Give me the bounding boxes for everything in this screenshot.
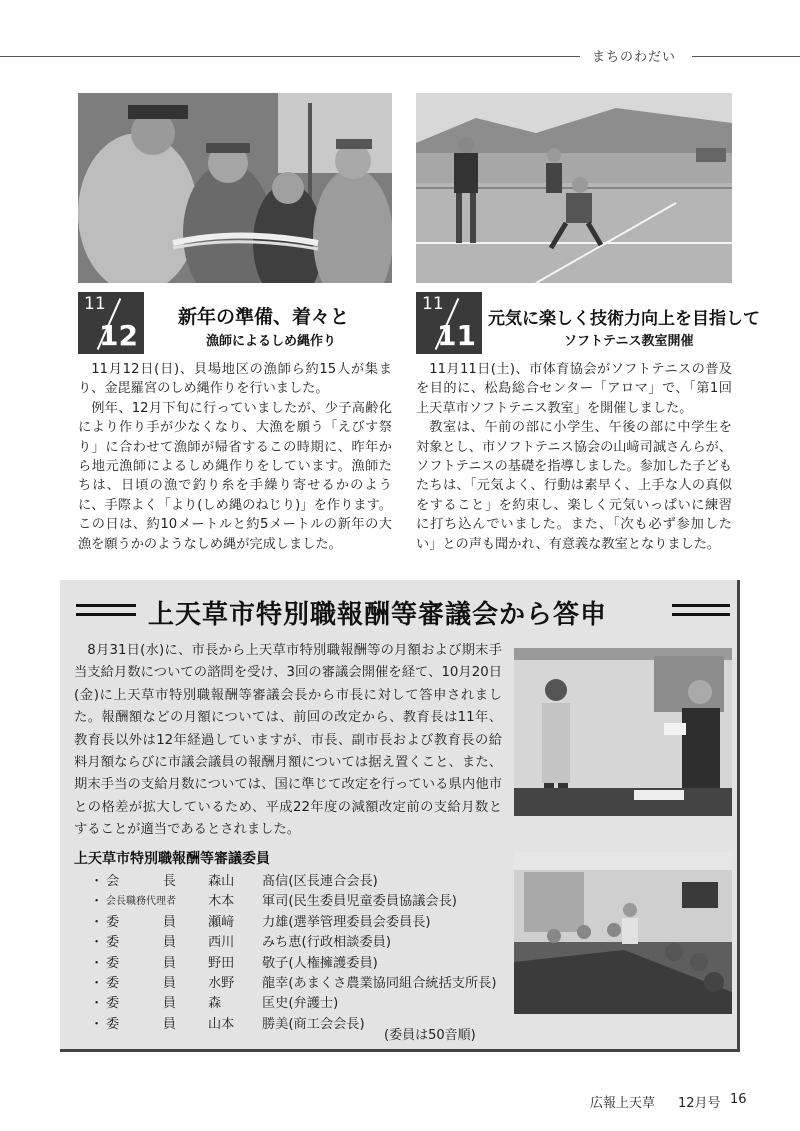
member-surname: 西川 [208, 935, 235, 951]
council-title: 上天草市特別職報酬等審議会から答申 [148, 600, 608, 630]
article-title-tennis: 元気に楽しく技術力向上を目指して [488, 309, 760, 329]
date-badge-1111 [416, 292, 482, 354]
date-badge-1112 [78, 292, 144, 354]
article-body-tennis [416, 360, 732, 554]
article-paragraph: 11月12日(日)、貝場地区の漁師ら約15人が集まり、金毘羅宮のしめ縄作りを行いました。 [78, 362, 392, 397]
member-given-affiliation: 龍幸(あまくさ農業協同組合統括支所長) [262, 975, 497, 991]
bullet: ・ [90, 935, 104, 951]
footer-page-number: 16 [730, 1092, 747, 1107]
member-surname: 瀬﨑 [208, 914, 235, 930]
article-paragraph: 例年、12月下旬に行っていましたが、少子高齢化により作り手が少なくなり、大漁を願う「えびす祭り」に合わせて漁師が帰省するこの時期に、昨年から地元漁師によるしめ縄作りをしています。漁師たちは、日頃の漁で釣り糸を手繰り寄せるかのように、手際よく「より(しめ縄のねじり)」を作ります。この日は、約10メートルと約5メートルの新年の大漁を願うかのようなしめ縄が完成しました。 [78, 400, 392, 552]
bullet: ・ [90, 914, 104, 930]
member-surname: 森山 [208, 874, 235, 889]
title-decoration-right-bottom [672, 613, 730, 616]
article-subtitle-rope: 漁師によるしめ縄作り [206, 334, 337, 349]
photo-report-handover [514, 648, 732, 816]
date-day: 12 [99, 319, 138, 352]
article-body-rope [78, 360, 392, 554]
bullet: ・ [90, 874, 104, 889]
bullet: ・ [90, 1016, 104, 1032]
member-row [90, 870, 510, 890]
header-rule-right [692, 56, 800, 57]
header-rule-left [0, 56, 580, 57]
member-given-affiliation: 力雄(選挙管理委員会委員長) [262, 914, 431, 930]
member-given-affiliation: 勝美(商工会会長) [262, 1016, 365, 1032]
members-note: (委員は50音順) [384, 1028, 476, 1043]
member-surname: 水野 [208, 975, 235, 991]
bullet: ・ [90, 955, 104, 971]
article-subtitle-tennis: ソフトテニス教室開催 [564, 334, 694, 349]
date-month: 11 [422, 294, 444, 314]
photo-rope-making [78, 93, 392, 283]
member-surname: 木本 [208, 894, 235, 910]
footer-issue: 12月号 [678, 1096, 721, 1111]
member-role: 委員 [106, 955, 176, 971]
member-given-affiliation: みち恵(行政相談委員) [262, 935, 391, 951]
member-surname: 森 [208, 996, 222, 1012]
date-month: 11 [84, 294, 106, 314]
member-role: 委員 [106, 996, 176, 1012]
section-label: まちのわだい [592, 50, 677, 65]
member-surname: 野田 [208, 955, 235, 971]
member-row [90, 931, 510, 951]
member-row [90, 890, 510, 910]
member-row [90, 972, 510, 992]
council-paragraph: 8月31日(水)に、市長から上天草市特別職報酬等の月額および期末手当支給月数についての諮問を受け、3回の審議会開催を経て、10月20日(金)に上天草市特別職報酬等審議会長から市長に対して答申されました。報酬額などの月額については、前回の改定から、教育長は11年、教育長以外は12年経過していますが、市長、副市長および教育長の給料月額ならびに市議会議員の報酬月額については据え置くこと、また、期末手当の支給月数については、国に準じて改定を行っている県内他市との格差が拡大しているため、平成22年度の減額改定前の支給月数とすることが適当であるとされました。 [74, 643, 502, 838]
bullet: ・ [90, 996, 104, 1012]
bullet: ・ [90, 894, 104, 910]
member-role: 会長 [106, 874, 176, 889]
member-given-affiliation: 匡史(弁護士) [262, 996, 339, 1012]
member-surname: 山本 [208, 1016, 235, 1032]
photo-council-meeting [514, 852, 732, 1014]
member-role: 委員 [106, 914, 176, 930]
article-paragraph: 教室は、午前の部に小学生、午後の部に中学生を対象とし、市ソフトテニス協会の山﨑司誠さんらが、ソフトテニスの基礎を指導しました。参加した子どもたちは、「元気よく、行動は素早く、上手な人の真似をすること」を約束し、楽しく元気いっぱいに練習に打ち込んでいました。また、「次も必ず参加したい」との声も聞かれ、有意義な教室となりました。 [416, 420, 732, 552]
member-role: 委員 [106, 975, 176, 991]
date-day: 11 [437, 319, 476, 352]
photo-soft-tennis [416, 93, 732, 283]
title-decoration-left-top [76, 604, 136, 607]
member-role: 委員 [106, 935, 176, 951]
member-role: 委員 [106, 1016, 176, 1032]
member-row [90, 952, 510, 972]
council-body [74, 640, 502, 842]
member-row [90, 992, 510, 1012]
article-title-rope: 新年の準備、着々と [178, 306, 350, 328]
article-paragraph: 11月11日(土)、市体育協会がソフトテニスの普及を目的に、松島総合センター「アロマ」で、「第1回上天草市ソフトテニス教室」を開催しました。 [416, 362, 732, 416]
members-title: 上天草市特別職報酬等審議委員 [74, 851, 270, 867]
member-given-affiliation: 敬子(人権擁護委員) [262, 955, 378, 971]
member-given-affiliation: 軍司(民生委員児童委員協議会長) [262, 894, 457, 910]
title-decoration-left-bottom [76, 613, 136, 616]
footer-publication: 広報上天草 [590, 1096, 656, 1111]
member-given-affiliation: 髙信(区長連合会長) [262, 874, 378, 889]
members-list [90, 870, 510, 1033]
title-decoration-right-top [672, 604, 730, 607]
member-role: 会長職務代理者 [106, 896, 176, 908]
member-row [90, 911, 510, 931]
bullet: ・ [90, 975, 104, 991]
